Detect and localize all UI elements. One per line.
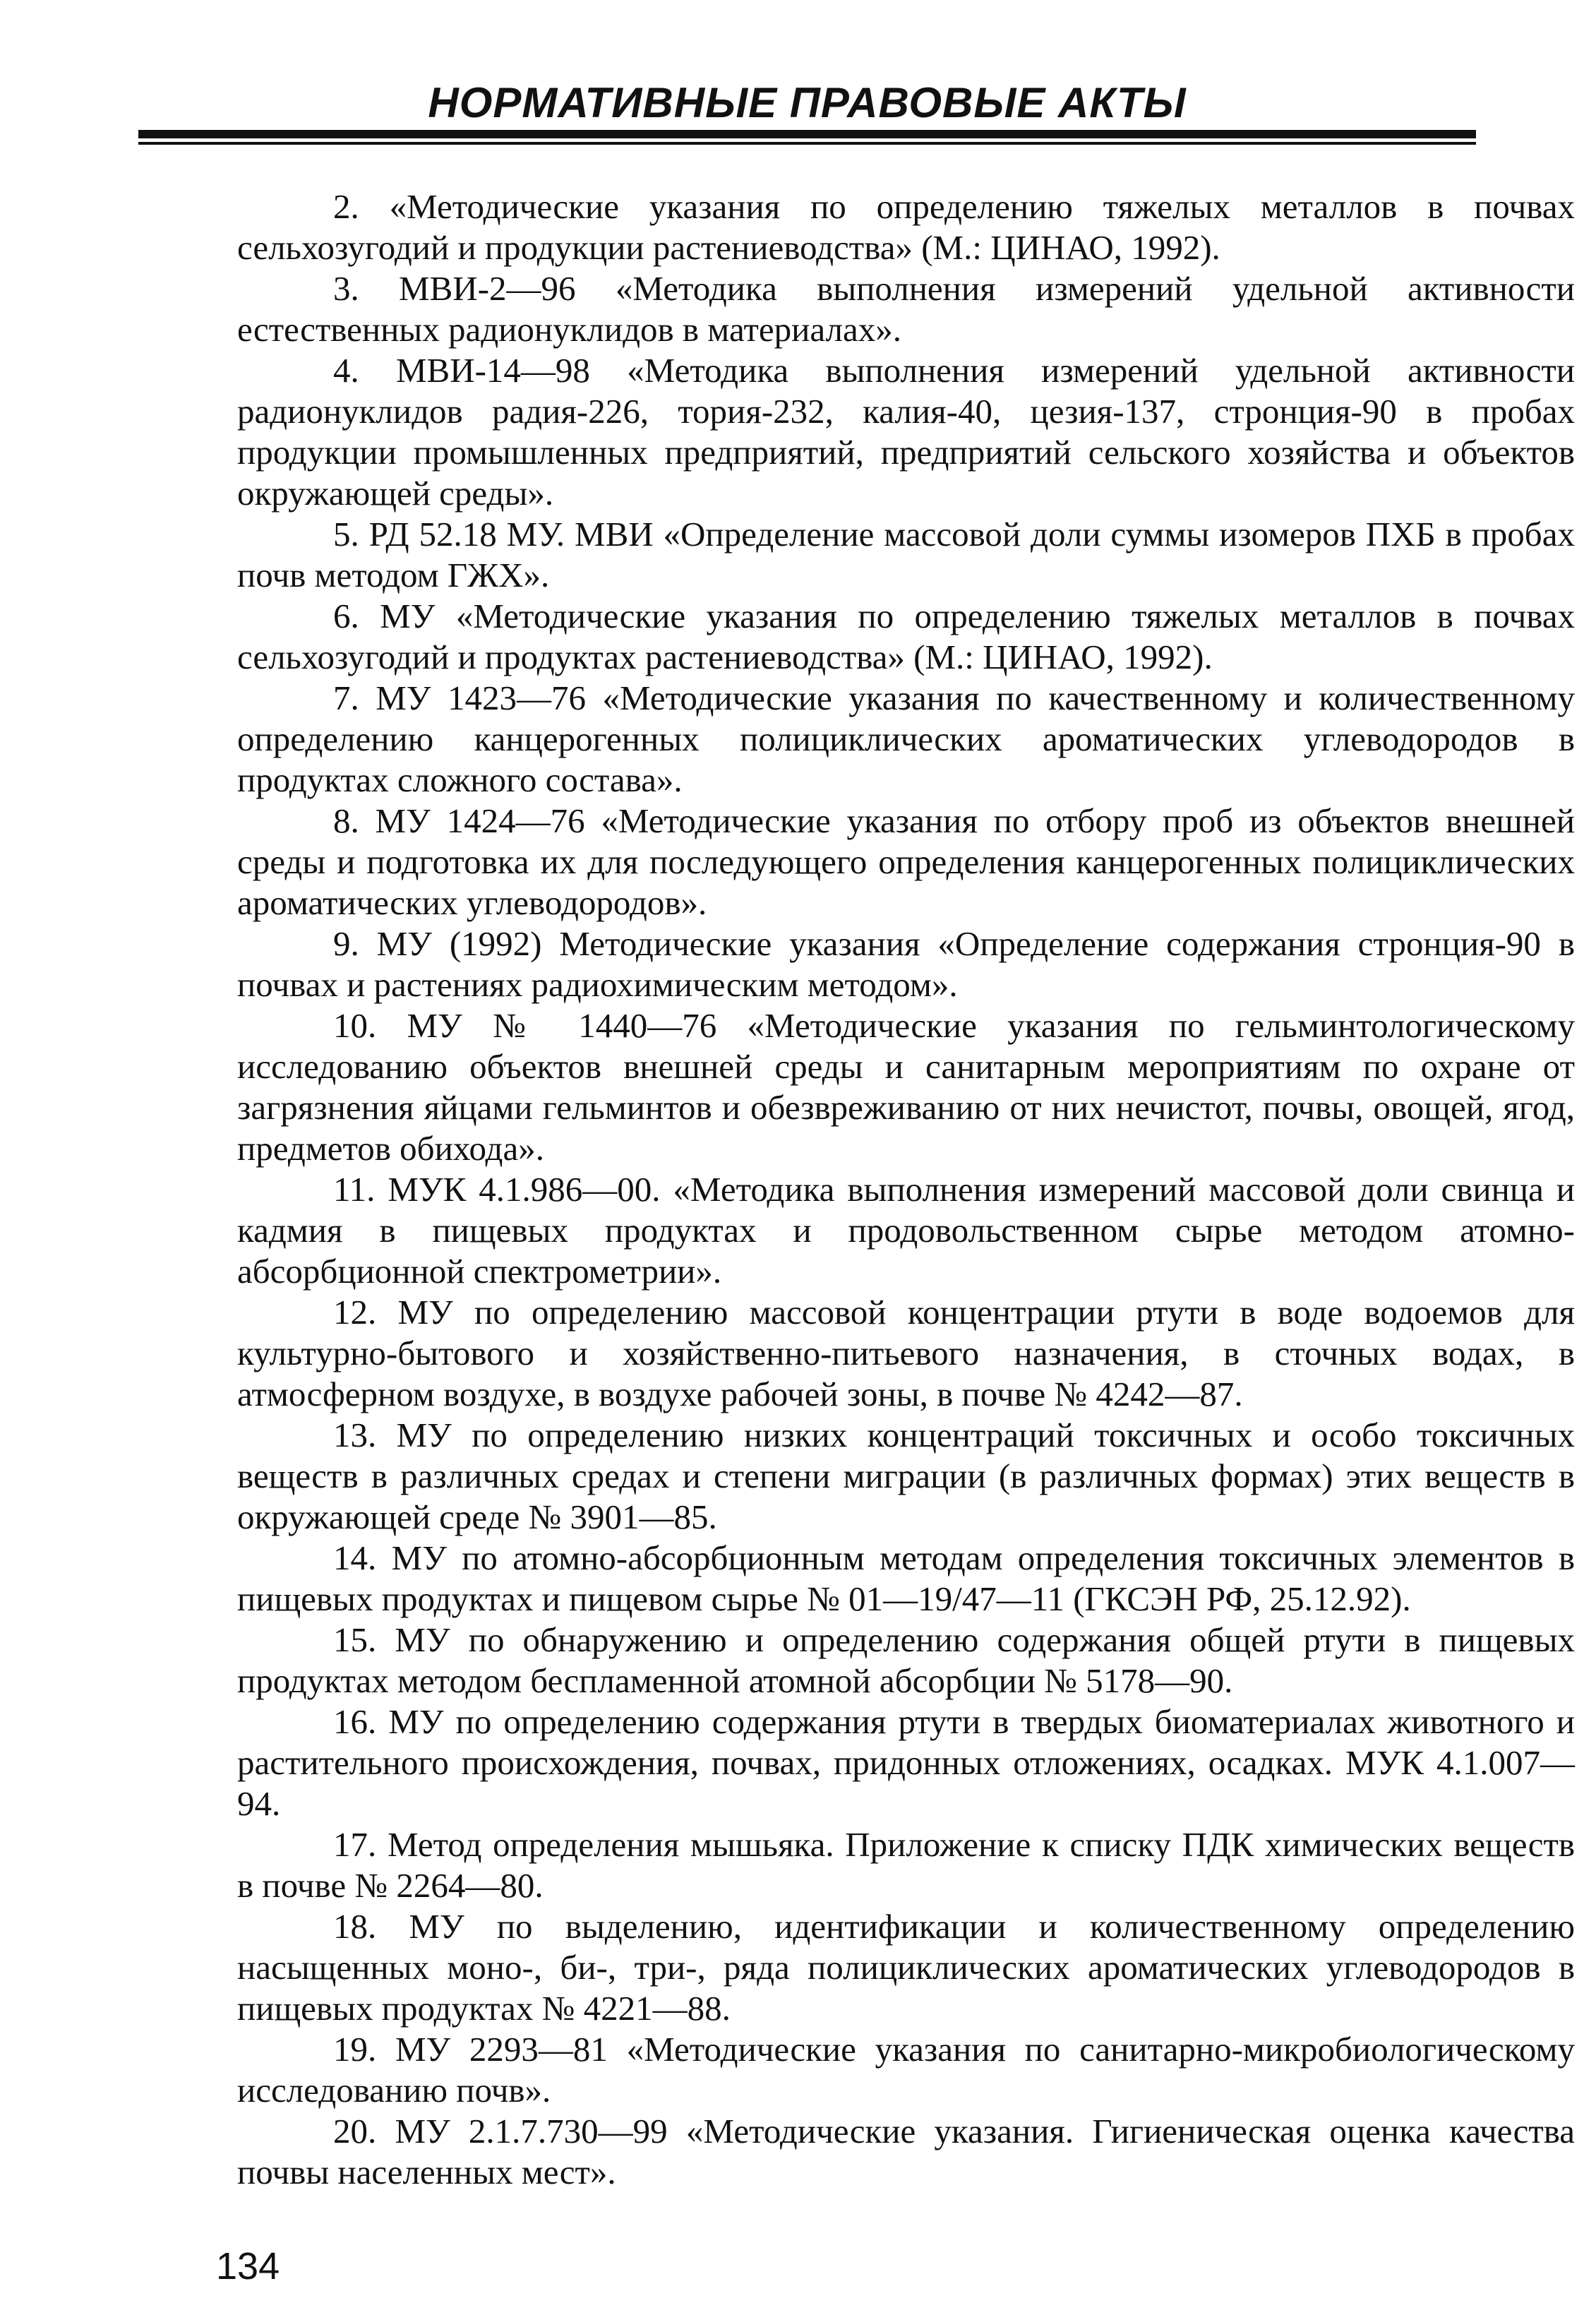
- list-item: 12. МУ по определению массовой концентрации ртути в воде водоемов для культурно-бытового и хозяйственно-питьевого назначения, в сточных водах, в атмосферном воздухе, в воздухе рабочей зоны, в почве № 4242—87.: [237, 1293, 1575, 1413]
- list-item: 15. МУ по обнаружению и определению содержания общей ртути в пищевых продуктах методом беспламенной атомной абсорбции № 5178—90.: [237, 1620, 1575, 1700]
- list-item: 19. МУ 2293—81 «Методические указания по санитарно-микробиологическому исследованию почв».: [237, 2030, 1575, 2110]
- list-item: 20. МУ 2.1.7.730—99 «Методические указания. Гигиеническая оценка качества почвы населенных мест».: [237, 2112, 1575, 2191]
- list-item: 14. МУ по атомно-абсорбционным методам определения токсичных элементов в пищевых продуктах и пищевом сырье № 01—19/47—11 (ГКСЭН РФ, 25.12.92).: [237, 1538, 1575, 1618]
- list-item: 5. РД 52.18 МУ. МВИ «Определение массовой доли суммы изомеров ПХБ в пробах почв методом ГЖХ».: [237, 515, 1575, 594]
- list-item: 18. МУ по выделению, идентификации и количественному определению насыщенных моно-, би-, три-, ряда полициклических ароматических углеводородов в пищевых продуктах № 4221—88.: [237, 1907, 1575, 2028]
- list-item: 13. МУ по определению низких концентраций токсичных и особо токсичных веществ в различных средах и степени миграции (в различных формах) этих веществ в окружающей среде № 3901—85.: [237, 1416, 1575, 1536]
- reference-list: [237, 186, 1575, 2193]
- list-item: 7. МУ 1423—76 «Методические указания по качественному и количественному определению канцерогенных полициклических ароматических углеводородов в продуктах сложного состава».: [237, 678, 1575, 799]
- header-rule-thin: [138, 142, 1476, 145]
- section-title: НОРМАТИВНЫЕ ПРАВОВЫЕ АКТЫ: [428, 79, 1187, 126]
- list-item: 4. МВИ-14—98 «Методика выполнения измерений удельной активности радионуклидов радия-226, тория-232, калия-40, цезия-137, стронция-90 в пробах продукции промышленных предприятий, предприятий сельского хозяйства и объектов окружающей среды».: [237, 351, 1575, 513]
- list-item: 2. «Методические указания по определению тяжелых металлов в почвах сельхозугодий и продукции растениеводства» (М.: ЦИНАО, 1992).: [237, 187, 1575, 267]
- page-number: 134: [216, 2245, 280, 2287]
- list-item: 10. МУ № 1440—76 «Методические указания по гельминтологическому исследованию объектов внешней среды и санитарным мероприятиям по охране от загрязнения яйцами гельминтов и обезвреживанию от них нечистот, почвы, овощей, ягод, предметов обихода».: [237, 1006, 1575, 1168]
- list-item: 9. МУ (1992) Методические указания «Определение содержания стронция-90 в почвах и растениях радиохимическим методом».: [237, 924, 1575, 1004]
- header-rule-thick: [138, 130, 1476, 138]
- list-item: 11. МУК 4.1.986—00. «Методика выполнения измерений массовой доли свинца и кадмия в пищевых продуктах и продовольственном сырье методом атомно-абсорбционной спектрометрии».: [237, 1170, 1575, 1291]
- list-item: 8. МУ 1424—76 «Методические указания по отбору проб из объектов внешней среды и подготовка их для последующего определения канцерогенных полициклических ароматических углеводородов».: [237, 801, 1575, 922]
- list-item: 17. Метод определения мышьяка. Приложение к списку ПДК химических веществ в почве № 2264—80.: [237, 1825, 1575, 1905]
- running-header: [138, 76, 1476, 145]
- list-item: 3. МВИ-2—96 «Методика выполнения измерений удельной активности естественных радионуклидов в материалах».: [237, 269, 1575, 349]
- list-item: 6. МУ «Методические указания по определению тяжелых металлов в почвах сельхозугодий и продуктах растениеводства» (М.: ЦИНАО, 1992).: [237, 597, 1575, 676]
- list-item: 16. МУ по определению содержания ртути в твердых биоматериалах животного и растительного происхождения, почвах, придонных отложениях, осадках. МУК 4.1.007—94.: [237, 1702, 1575, 1823]
